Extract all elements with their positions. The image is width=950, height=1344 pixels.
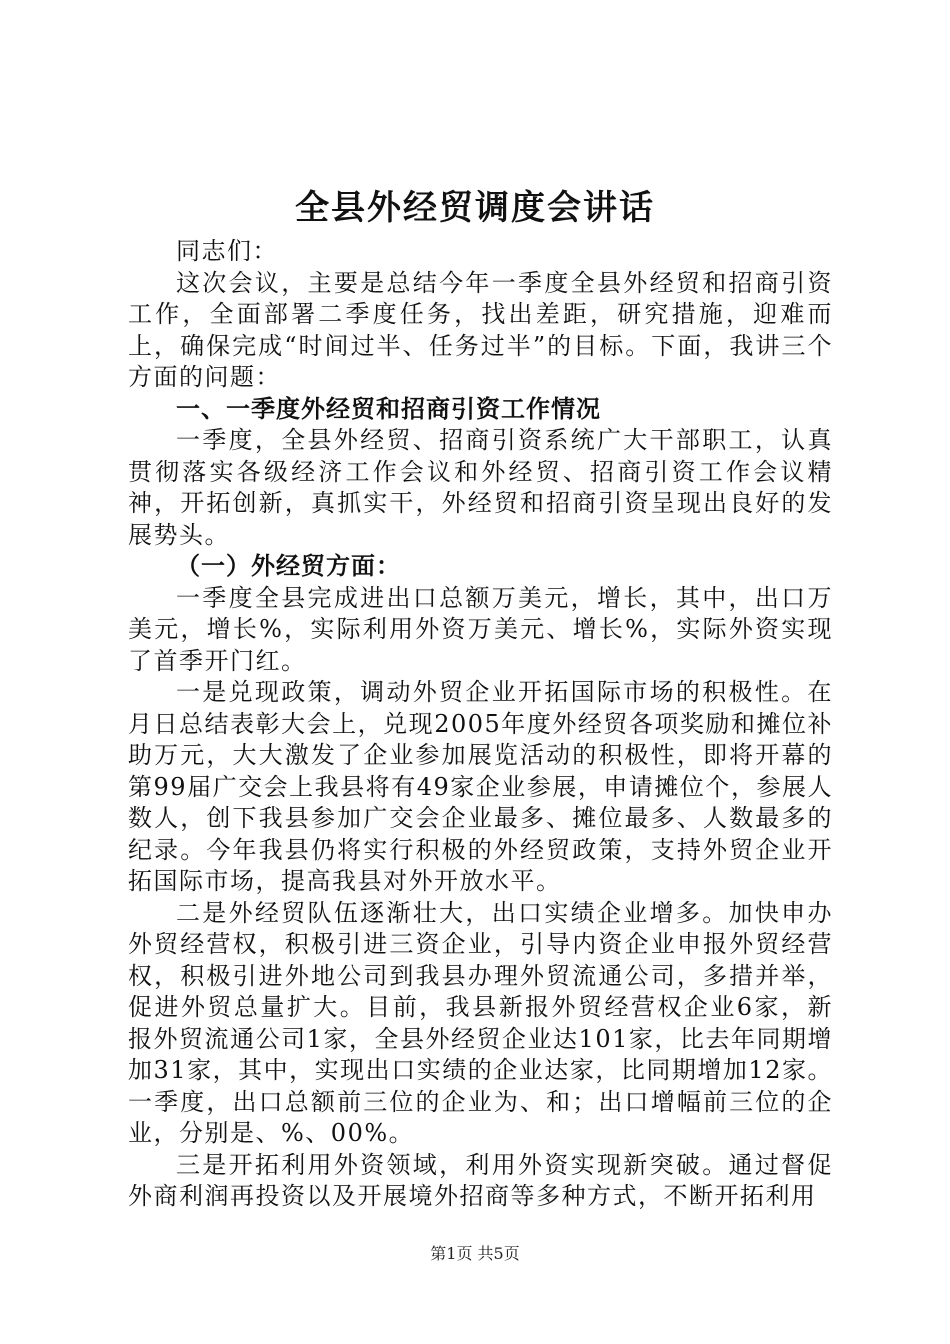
subsection-heading-1: （一）外经贸方面：	[176, 552, 401, 580]
paragraph-overview: 一季度，全县外经贸、招商引资系统广大干部职工，认真贯彻落实各级经济工作会议和外经贸、招商引资工作会议精神，开拓创新，真抓实干，外经贸和招商引资呈现出良好的发展势头。	[128, 426, 833, 549]
section-heading-1: 一、一季度外经贸和招商引资工作情况	[176, 394, 601, 423]
paragraph-point-3: 三是开拓利用外资领域，利用外资实现新突破。通过督促外商利润再投资以及开展境外招商等多种方式，不断开拓利用	[128, 1150, 833, 1210]
paragraph-intro: 这次会议，主要是总结今年一季度全县外经贸和招商引资工作，全面部署二季度任务，找出差距，研究措施，迎难而上，确保完成“时间过半、任务过半”的目标。下面，我讲三个方面的问题：	[128, 268, 833, 391]
document-title: 全县外经贸调度会讲话	[295, 188, 655, 228]
paragraph-point-1: 一是兑现政策，调动外贸企业开拓国际市场的积极性。在月日总结表彰大会上，兑现2005年度外经贸各项奖励和摊位补助万元，大大激发了企业参加展览活动的积极性，即将开幕的第99届广交会上我县将有49家企业参展，申请摊位个，参展人数人，创下我县参加广交会企业最多、摊位最多、人数最多的纪录。今年我县仍将实行积极的外经贸政策，支持外贸企业开拓国际市场，提高我县对外开放水平。	[128, 678, 833, 895]
paragraph-trade-summary: 一季度全县完成进出口总额万美元，增长，其中，出口万美元，增长%，实际利用外资万美元、增长%，实际外资实现了首季开门红。	[128, 583, 833, 675]
paragraph-point-2: 二是外经贸队伍逐渐壮大，出口实绩企业增多。加快申办外贸经营权，积极引进三资企业，引导内资企业申报外贸经营权，积极引进外地公司到我县办理外贸流通公司，多措并举，促进外贸总量扩大。目前，我县新报外贸经营权企业6家，新报外贸流通公司1家，全县外经贸企业达101家，比去年同期增加31家，其中，实现出口实绩的企业达家，比同期增加12家。一季度，出口总额前三位的企业为、和；出口增幅前三位的企业，分别是、%、00%。	[128, 898, 833, 1147]
document-body	[128, 236, 833, 1213]
salutation: 同志们：	[176, 237, 278, 265]
page-number-footer: 第1页 共5页	[430, 1244, 520, 1263]
